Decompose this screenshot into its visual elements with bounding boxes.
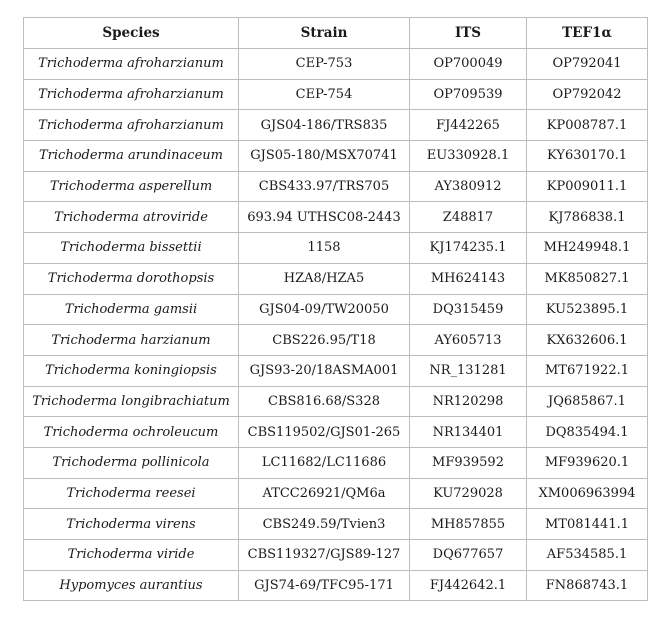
strain-cell: CBS433.97/TRS705	[239, 171, 410, 202]
table-row	[24, 49, 648, 80]
species-cell: Trichoderma harzianum	[24, 325, 239, 356]
its-cell: KU729028	[410, 478, 527, 509]
tef1a-cell: MT671922.1	[527, 355, 648, 386]
its-cell: FJ442642.1	[410, 570, 527, 601]
species-cell: Trichoderma ochroleucum	[24, 417, 239, 448]
its-cell: DQ315459	[410, 294, 527, 325]
its-cell: OP709539	[410, 79, 527, 110]
its-cell: AY380912	[410, 171, 527, 202]
table-row	[24, 294, 648, 325]
table-row	[24, 509, 648, 540]
table-row	[24, 355, 648, 386]
its-cell: Z48817	[410, 202, 527, 233]
table-row	[24, 478, 648, 509]
table-body	[24, 49, 648, 601]
species-cell: Trichoderma afroharzianum	[24, 79, 239, 110]
tef1a-cell: XM006963994	[527, 478, 648, 509]
tef1a-cell: KX632606.1	[527, 325, 648, 356]
strain-cell: ATCC26921/QM6a	[239, 478, 410, 509]
table-row	[24, 202, 648, 233]
its-cell: DQ677657	[410, 540, 527, 571]
its-cell: MH624143	[410, 263, 527, 294]
its-cell: NR120298	[410, 386, 527, 417]
species-cell: Hypomyces aurantius	[24, 570, 239, 601]
its-cell: NR134401	[410, 417, 527, 448]
species-cell: Trichoderma bissettii	[24, 233, 239, 264]
tef1a-cell: FN868743.1	[527, 570, 648, 601]
header-strain: Strain	[239, 18, 410, 49]
header-species: Species	[24, 18, 239, 49]
tef1a-cell: MT081441.1	[527, 509, 648, 540]
species-cell: Trichoderma virens	[24, 509, 239, 540]
strain-cell: CBS816.68/S328	[239, 386, 410, 417]
tef1a-cell: KP009011.1	[527, 171, 648, 202]
its-cell: KJ174235.1	[410, 233, 527, 264]
strain-cell: GJS93-20/18ASMA001	[239, 355, 410, 386]
table-row	[24, 540, 648, 571]
species-cell: Trichoderma reesei	[24, 478, 239, 509]
tef1a-cell: AF534585.1	[527, 540, 648, 571]
tef1a-cell: MH249948.1	[527, 233, 648, 264]
table-header-row	[24, 18, 648, 49]
table-row	[24, 110, 648, 141]
its-cell: MF939592	[410, 447, 527, 478]
its-cell: FJ442265	[410, 110, 527, 141]
tef1a-cell: OP792042	[527, 79, 648, 110]
species-cell: Trichoderma longibrachiatum	[24, 386, 239, 417]
species-cell: Trichoderma gamsii	[24, 294, 239, 325]
strain-table-container	[23, 17, 647, 601]
strain-cell: GJS04-186/TRS835	[239, 110, 410, 141]
species-cell: Trichoderma viride	[24, 540, 239, 571]
its-cell: AY605713	[410, 325, 527, 356]
species-cell: Trichoderma afroharzianum	[24, 110, 239, 141]
strain-cell: GJS04-09/TW20050	[239, 294, 410, 325]
strain-cell: HZA8/HZA5	[239, 263, 410, 294]
species-cell: Trichoderma pollinicola	[24, 447, 239, 478]
tef1a-cell: KY630170.1	[527, 141, 648, 172]
strain-cell: GJS74-69/TFC95-171	[239, 570, 410, 601]
tef1a-cell: KJ786838.1	[527, 202, 648, 233]
table-row	[24, 570, 648, 601]
strain-table	[23, 17, 648, 601]
table-row	[24, 447, 648, 478]
table-row	[24, 79, 648, 110]
table-row	[24, 171, 648, 202]
table-row	[24, 233, 648, 264]
tef1a-cell: MF939620.1	[527, 447, 648, 478]
species-cell: Trichoderma dorothopsis	[24, 263, 239, 294]
its-cell: MH857855	[410, 509, 527, 540]
strain-cell: CEP-754	[239, 79, 410, 110]
its-cell: OP700049	[410, 49, 527, 80]
table-row	[24, 325, 648, 356]
tef1a-cell: JQ685867.1	[527, 386, 648, 417]
strain-cell: CBS249.59/Tvien3	[239, 509, 410, 540]
table-row	[24, 263, 648, 294]
table-row	[24, 141, 648, 172]
table-row	[24, 386, 648, 417]
strain-cell: CBS119502/GJS01-265	[239, 417, 410, 448]
tef1a-cell: MK850827.1	[527, 263, 648, 294]
header-its: ITS	[410, 18, 527, 49]
strain-cell: LC11682/LC11686	[239, 447, 410, 478]
species-cell: Trichoderma afroharzianum	[24, 49, 239, 80]
species-cell: Trichoderma asperellum	[24, 171, 239, 202]
species-cell: Trichoderma arundinaceum	[24, 141, 239, 172]
tef1a-cell: KU523895.1	[527, 294, 648, 325]
tef1a-cell: OP792041	[527, 49, 648, 80]
strain-cell: GJS05-180/MSX70741	[239, 141, 410, 172]
tef1a-cell: KP008787.1	[527, 110, 648, 141]
strain-cell: 693.94 UTHSC08-2443	[239, 202, 410, 233]
strain-cell: CBS119327/GJS89-127	[239, 540, 410, 571]
strain-cell: CEP-753	[239, 49, 410, 80]
table-row	[24, 417, 648, 448]
its-cell: EU330928.1	[410, 141, 527, 172]
species-cell: Trichoderma koningiopsis	[24, 355, 239, 386]
tef1a-cell: DQ835494.1	[527, 417, 648, 448]
species-cell: Trichoderma atroviride	[24, 202, 239, 233]
header-tef1a: TEF1α	[527, 18, 648, 49]
its-cell: NR_131281	[410, 355, 527, 386]
strain-cell: CBS226.95/T18	[239, 325, 410, 356]
strain-cell: 1158	[239, 233, 410, 264]
